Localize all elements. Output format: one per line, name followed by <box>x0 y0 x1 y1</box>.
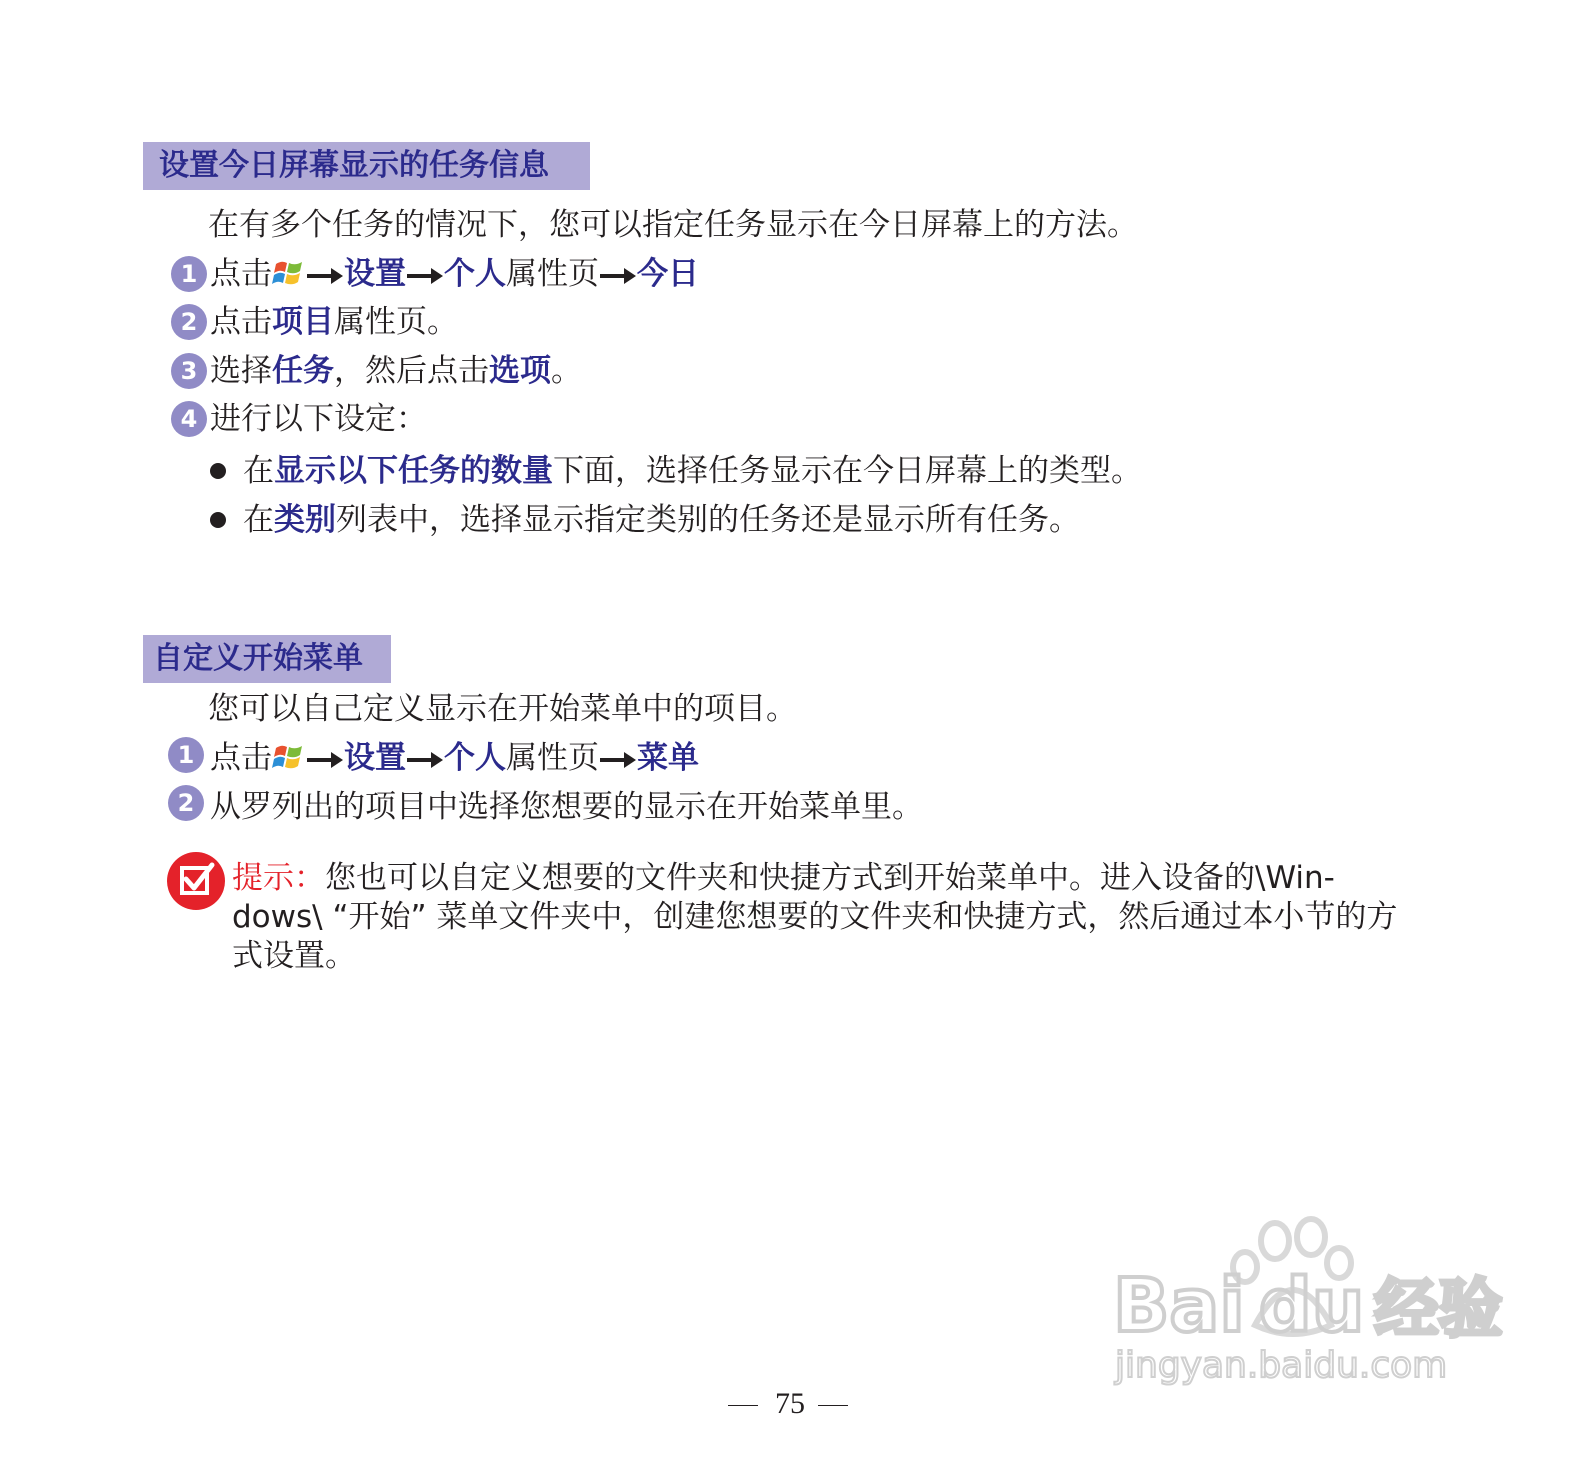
watermark-brand-c: 经验 <box>1374 1273 1503 1347</box>
tip-line-1 <box>232 858 1335 898</box>
bullet-dot <box>210 512 226 528</box>
step-text: 点击 <box>210 256 272 292</box>
step-number-badge: 1 <box>171 256 207 292</box>
bullet-text: 在 <box>243 453 274 489</box>
tip-line-2: dows\ “开始” 菜单文件夹中，创建您想要的文件夹和快捷方式，然后通过本小节的方 <box>232 899 1398 935</box>
baidu-jingyan-watermark <box>1105 1215 1503 1395</box>
section2-heading: 自定义开始菜单 <box>143 635 391 683</box>
section1-heading: 设置今日屏幕显示的任务信息 <box>143 142 590 190</box>
windows-start-icon <box>272 740 306 774</box>
arrow-icon <box>600 746 636 774</box>
arrow-icon <box>407 746 443 774</box>
step-text: 属性页 <box>506 740 599 776</box>
watermark-brand-a: Bai <box>1113 1263 1245 1349</box>
menu-term-items: 项目 <box>272 304 334 340</box>
menu-term-personal: 个人 <box>444 256 506 292</box>
step-number-badge: 1 <box>168 737 204 773</box>
step-text: 点击 <box>210 304 272 340</box>
bullet-dot <box>210 463 226 479</box>
step-text: 属性页。 <box>334 304 458 340</box>
menu-term-category: 类别 <box>274 502 336 538</box>
section1-intro: 在有多个任务的情况下，您可以指定任务显示在今日屏幕上的方法。 <box>208 207 1138 243</box>
watermark-brand-b: du <box>1258 1263 1365 1349</box>
menu-term-personal: 个人 <box>444 740 506 776</box>
bullet-text: 下面，选择任务显示在今日屏幕上的类型。 <box>553 453 1142 489</box>
tip-label: 提示： <box>232 860 325 896</box>
windows-start-icon <box>272 256 306 290</box>
step-text: 选择 <box>210 353 272 389</box>
section2-intro: 您可以自己定义显示在开始菜单中的项目。 <box>208 691 797 727</box>
step-text: 点击 <box>210 740 272 776</box>
tip-line-3: 式设置。 <box>232 938 356 974</box>
menu-term-today: 今日 <box>637 256 699 292</box>
bullet-text: 列表中，选择显示指定类别的任务还是显示所有任务。 <box>336 502 1080 538</box>
menu-term-settings: 设置 <box>344 256 406 292</box>
section1-step-4: 进行以下设定： <box>210 401 427 437</box>
step-text: ，然后点击 <box>334 353 489 389</box>
section2-step-1 <box>210 738 699 778</box>
section1-bullet-1 <box>243 451 1142 491</box>
tip-text: 您也可以自定义想要的文件夹和快捷方式到开始菜单中。进入设备的\Win- <box>325 860 1335 896</box>
arrow-icon <box>307 746 343 774</box>
section2-step-2: 从罗列出的项目中选择您想要的显示在开始菜单里。 <box>210 789 923 825</box>
step-number-badge: 4 <box>171 401 207 437</box>
arrow-icon <box>600 262 636 290</box>
checkbox-tip-icon <box>166 851 226 911</box>
step-text: 。 <box>551 353 582 389</box>
footer-rule-left <box>728 1405 758 1406</box>
section1-step-2 <box>210 302 458 342</box>
step-text: 属性页 <box>506 256 599 292</box>
svg-text:Baidu经验 <box>1113 1263 1502 1349</box>
menu-term-display-count: 显示以下任务的数量 <box>274 453 553 489</box>
footer-rule-right <box>818 1405 848 1406</box>
menu-term-settings: 设置 <box>344 740 406 776</box>
watermark-url: jingyan.baidu.com <box>1115 1345 1448 1386</box>
menu-term-menu: 菜单 <box>637 740 699 776</box>
arrow-icon <box>407 262 443 290</box>
bullet-text: 在 <box>243 502 274 538</box>
menu-term-tasks: 任务 <box>272 353 334 389</box>
page-number: 75 <box>775 1387 805 1420</box>
section1-step-3 <box>210 351 582 391</box>
menu-term-options: 选项 <box>489 353 551 389</box>
step-number-badge: 2 <box>171 304 207 340</box>
step-number-badge: 2 <box>168 785 204 821</box>
step-number-badge: 3 <box>171 353 207 389</box>
section1-step-1 <box>210 254 699 294</box>
arrow-icon <box>307 262 343 290</box>
section1-bullet-2 <box>243 500 1080 540</box>
